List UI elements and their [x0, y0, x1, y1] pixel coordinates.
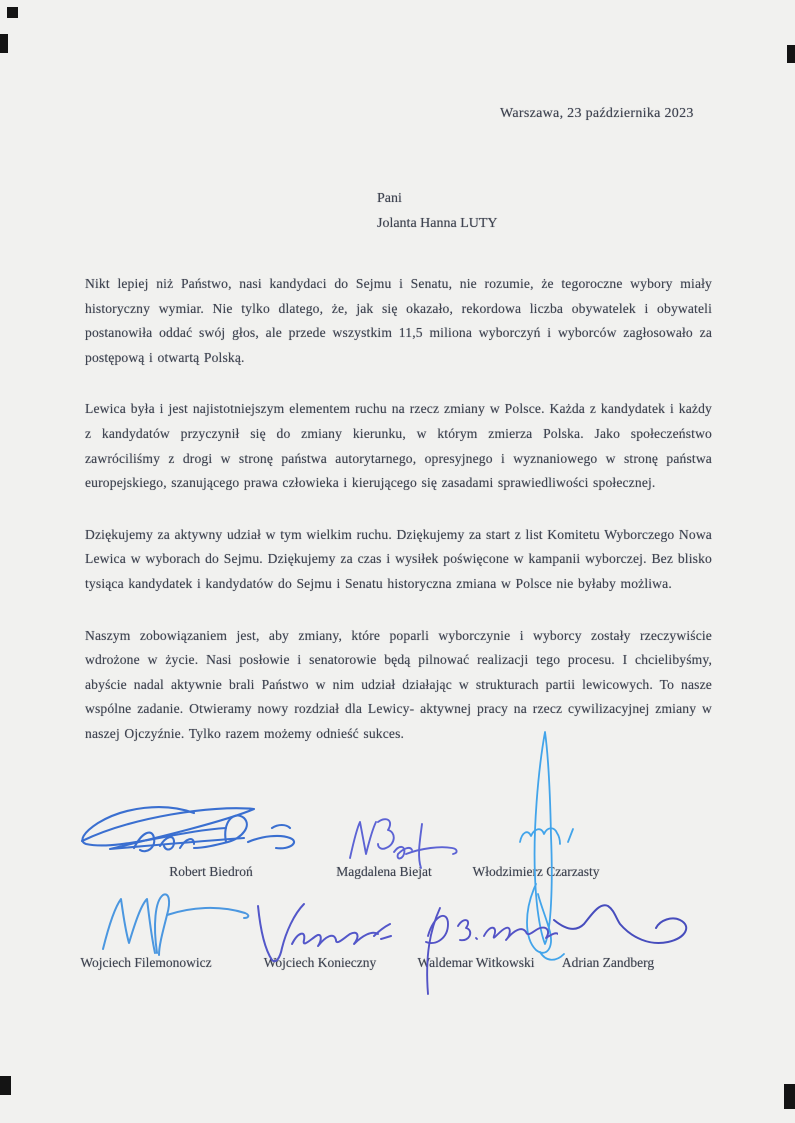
- signature-magdalena-biejat-icon: [342, 810, 460, 872]
- signatory-name-wlodzimierz-czarzasty: Włodzimierz Czarzasty: [472, 864, 600, 879]
- scan-artifact-right-edge: [787, 45, 795, 63]
- paragraph-1: Nikt lepiej niż Państwo, nasi kandydaci do Sejmu i Senatu, nie rozumie, że tegoroczne wybory miały historyczny wymiar. Nie tylko dlatego, że, jak się okazało, rekordowa liczba obywatelek i obywateli postanowiła oddać swój głos, ale przede wszystkim 11,5 miliona wyborczyń i wyborców zagłosowało za postępową i otwartą Polską.: [85, 276, 712, 365]
- signatory-name-robert-biedron: Robert Biedroń: [169, 864, 253, 879]
- signatory-name-waldemar-witkowski: Waldemar Witkowski: [417, 955, 535, 970]
- recipient-block: [377, 186, 498, 236]
- signature-adrian-zandberg-icon: [550, 894, 702, 952]
- scan-artifact-bottom-right: [784, 1084, 795, 1109]
- letter-body: [85, 272, 712, 774]
- scan-artifact-left-edge: [0, 34, 8, 53]
- recipient-salutation: Pani: [377, 191, 402, 206]
- signatory-name-adrian-zandberg: Adrian Zandberg: [561, 955, 655, 970]
- scan-artifact-top-left: [7, 7, 18, 18]
- signatory-name-magdalena-biejat: Magdalena Biejat: [336, 864, 432, 879]
- recipient-name: Jolanta Hanna LUTY: [377, 216, 498, 231]
- signature-waldemar-witkowski-icon: [406, 896, 558, 1000]
- dateline: Warszawa, 23 października 2023: [500, 106, 694, 121]
- signature-robert-biedron-icon: [76, 797, 304, 863]
- paragraph-4: Naszym zobowiązaniem jest, aby zmiany, które poparli wyborczynie i wyborcy zostały rzeczywiście wdrożone w życie. Nasi posłowie i senatorowie będą pilnować realizacji tego procesu. I chcielibyśmy, abyście nadal aktywnie brali Państwo w nim udział działając w strukturach partii lewicowych. To nasze wspólne zadanie. Otwieramy nowy rozdział dla Lewicy- aktywnej pracy na rzecz cywilizacyjnej zmiany w naszej Ojczyźnie. Tylko razem możemy odnieść sukces.: [85, 627, 712, 741]
- signature-wojciech-filemonowicz-icon: [97, 891, 257, 963]
- scan-artifact-bottom-left: [0, 1076, 11, 1095]
- paragraph-3: Dziękujemy za aktywny udział w tym wielkim ruchu. Dziękujemy za start z list Komitetu Wyborczego Nowa Lewica w wyborach do Sejmu. Dziękujemy za czas i wysiłek poświęcone w kampanii wyborczej. Bez blisko tysiąca kandydatek i kandydatów do Sejmu i Senatu historyczna zmiana w Polsce nie byłaby możliwa.: [85, 526, 712, 591]
- signatory-name-wojciech-filemonowicz: Wojciech Filemonowicz: [80, 955, 212, 970]
- signatory-name-wojciech-konieczny: Wojciech Konieczny: [263, 955, 377, 970]
- paragraph-2: Lewica była i jest najistotniejszym elementem ruchu na rzecz zmiany w Polsce. Każda z kandydatek i każdy z kandydatów przyczynił się do zmiany kierunku, w którym zmierza Polska. Jako społeczeństwo zawróciliśmy z drogi w stronę państwa autorytarnego, opresyjnego i wyznaniowego w stronę państwa europejskiego, szanującego prawa człowieka i kierującego się zasadami sprawiedliwości społecznej.: [85, 401, 712, 491]
